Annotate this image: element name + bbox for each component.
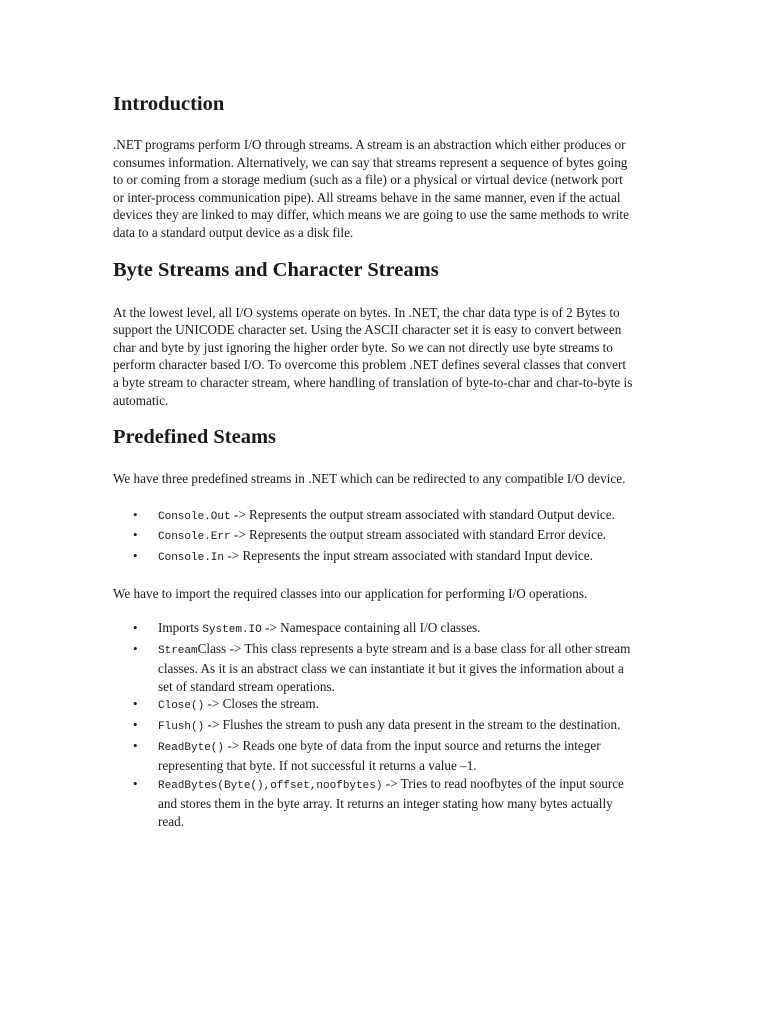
item-description: -> Represents the input stream associated with standard Input device. [224,547,593,563]
item-description: -> Represents the output stream associated with standard Error device. [230,527,607,543]
list-item [113,640,633,696]
list-item [113,695,633,716]
item-description: -> Closes the stream. [204,696,319,712]
bullet-icon: • [133,640,138,656]
imports-keyword: Imports [158,620,203,636]
item-description: -> Namespace containing all I/O classes. [261,620,481,636]
list-item [113,506,633,527]
list-item [113,737,633,775]
bullet-icon: • [133,506,138,522]
code-term: Console.Err [158,531,231,544]
byte-streams-paragraph: At the lowest level, all I/O systems operate on bytes. In .NET, the char data type is of 2 Bytes to support the UNICODE character set. Using the ASCII character set it is easy to convert between char and byte by just ignoring the higher order byte. So we can not directly use byte streams to perform character based I/O. To overcome this problem .NET defines several classes that convert a byte stream to character stream, where handling of translation of byte-to-char and char-to-byte is automatic. [113,304,633,408]
predefined-streams-list [113,506,633,568]
code-term: ReadBytes(Byte(),offset,noofbytes) [158,779,383,792]
code-term: Console.Out [158,510,231,523]
intro-paragraph: .NET programs perform I/O through streams. A stream is an abstraction which either produces or consumes information. Alternatively, we can say that streams represent a sequence of bytes going to or coming from a storage medium (such as a file) or a physical or virtual device (network port or inter-process communication pipe). All streams behave in the same manner, even if the actual devices they are linked to may differ, which means we are going to use the same methods to write data to a standard output device as a disk file. [113,137,629,240]
list-item [113,619,633,640]
code-term: Close() [158,700,205,713]
code-term: System.IO [202,624,262,637]
item-description: Class -> This class represents a byte stream and is a base class for all other stream classes. As it is an abstract class we can instantiate it but it gives the information about a set of standard stream operations. [158,640,631,694]
byte-streams-heading: Byte Streams and Character Streams [113,258,439,281]
document-page [113,90,633,831]
bullet-icon: • [133,620,138,636]
list-item [113,775,633,831]
item-description: -> Flushes the stream to push any data present in the stream to the destination. [204,717,621,733]
predefined-streams-paragraph: We have three predefined streams in .NET which can be redirected to any compatible I/O device. [113,471,626,487]
bullet-icon: • [133,775,138,791]
code-term: Console.In [158,551,225,564]
bullet-icon: • [133,737,138,753]
bullet-icon: • [133,717,138,733]
intro-heading: Introduction [113,93,225,115]
bullet-icon: • [133,527,138,543]
list-item [113,547,633,568]
stream-classes-list [113,619,633,831]
code-term: ReadByte() [158,741,225,754]
bullet-icon: • [133,696,138,712]
item-description: -> Represents the output stream associated with standard Output device. [230,506,615,522]
import-paragraph: We have to import the required classes into our application for performing I/O operations. [113,585,588,601]
list-item [113,526,633,547]
bullet-icon: • [133,547,138,563]
predefined-streams-heading: Predefined Steams [113,426,277,449]
code-term: Flush() [158,721,205,734]
item-description: -> Reads one byte of data from the input source and returns the integer representing that byte. If not successful it returns a value –1. [158,737,601,774]
list-item [113,716,633,737]
code-term: Stream [158,644,198,657]
item-description: -> Tries to read noofbytes of the input source and stores them in the byte array. It returns an integer stating how many bytes actually read. [158,775,624,830]
